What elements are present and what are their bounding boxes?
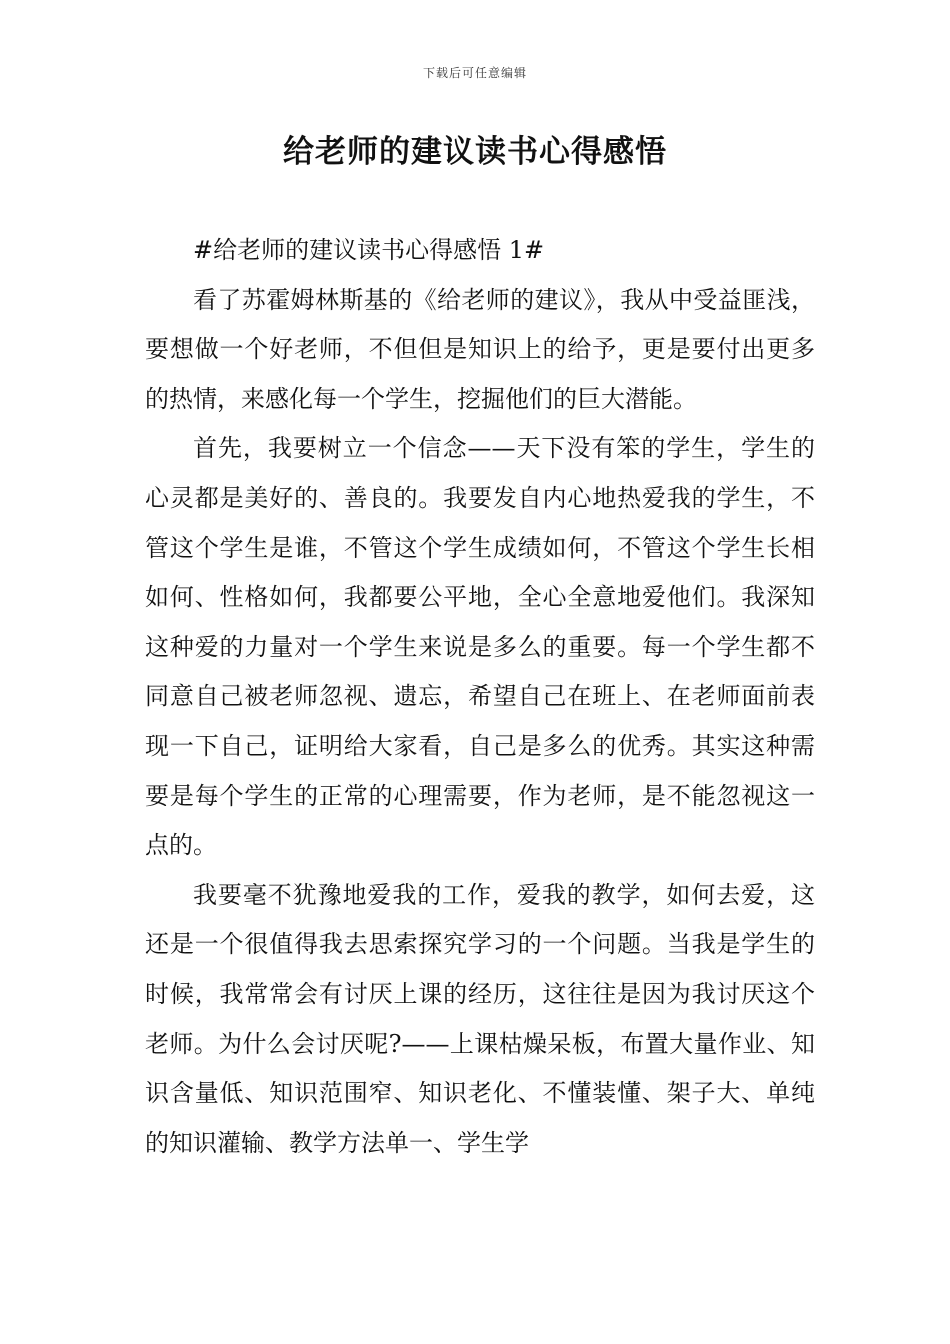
paragraph-2: 首先，我要树立一个信念——天下没有笨的学生，学生的心灵都是美好的、善良的。我要发自内心地热爱我的学生，不管这个学生是谁，不管这个学生成绩如何，不管这个学生长相如何、性格如何，我都要公平地，全心全意地爱他们。我深知这种爱的力量对一个学生来说是多么的重要。每一个学生都不同意自己被老师忽视、遗忘，希望自己在班上、在老师面前表现一下自己，证明给大家看，自己是多么的优秀。其实这种需要是每个学生的正常的心理需要，作为老师，是不能忽视这一点的。: [145, 434, 815, 860]
document-title: 给老师的建议读书心得感悟: [283, 134, 667, 170]
document-body: [145, 226, 815, 1168]
section-heading: #给老师的建议读书心得感悟 1#: [193, 236, 545, 264]
paragraph-3: 我要毫不犹豫地爱我的工作，爱我的教学，如何去爱，这还是一个很值得我去思索探究学习的一个问题。当我是学生的时候，我常常会有讨厌上课的经历，这往往是因为我讨厌这个老师。为什么会讨厌呢?——上课枯燥呆板，布置大量作业、知识含量低、知识范围窄、知识老化、不懂装懂、架子大、单纯的知识灌输、教学方法单一、学生学: [145, 880, 815, 1157]
paragraph-1: 看了苏霍姆林斯基的《给老师的建议》，我从中受益匪浅，要想做一个好老师，不但但是知识上的给予，更是要付出更多的热情，来感化每一个学生，挖掘他们的巨大潜能。: [145, 285, 815, 413]
header-note: 下载后可任意编辑: [422, 66, 527, 80]
